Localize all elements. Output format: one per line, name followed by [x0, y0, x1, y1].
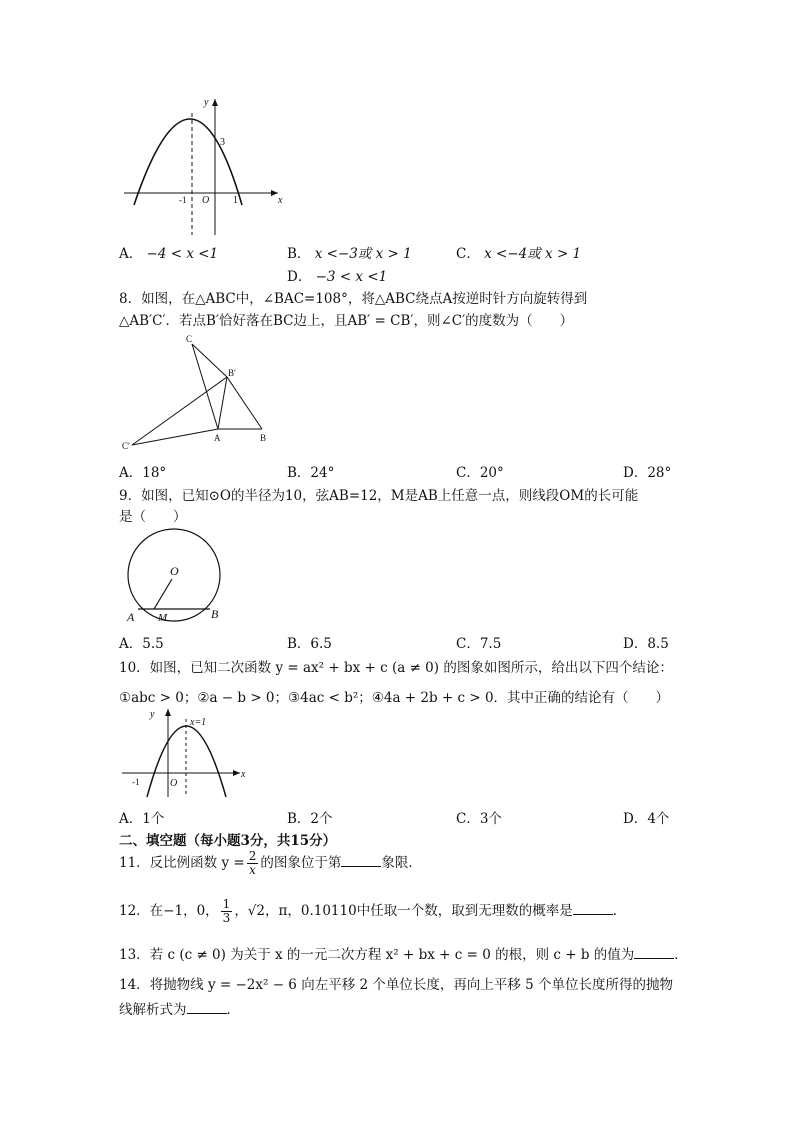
label-C: C [186, 334, 193, 344]
label-B: B [260, 433, 267, 443]
q9-stem-line1: 9．如图，已知⊙O的半径为10，弦AB=12，M是AB上任意一点，则线段OM的长可能 [119, 488, 639, 504]
label-A: A [214, 433, 221, 443]
q10-option-d[interactable]: D．4个 [623, 811, 670, 827]
q11-fraction: $\frac{2}{x}$ [248, 849, 257, 877]
y-label: y [204, 97, 209, 108]
q10-option-a[interactable]: A．1个 [119, 811, 165, 827]
segment-OM [154, 579, 172, 609]
q11-answer-blank[interactable] [341, 854, 381, 867]
segment-A-Bprime [218, 377, 227, 429]
q10-option-b[interactable]: B．2个 [287, 811, 333, 827]
q8-triangle-figure [120, 332, 280, 451]
q7-option-d[interactable]: D． −3 < x <1 [287, 269, 388, 285]
x-equals-1-label: x=1 [190, 717, 207, 728]
y-label: y [150, 709, 155, 720]
q9-circle-figure [122, 526, 232, 626]
label-B: B [211, 607, 219, 621]
q10-option-c[interactable]: C．3个 [456, 811, 502, 827]
q9-option-a[interactable]: A．5.5 [119, 636, 164, 652]
section-title-fill-in: 二、填空题（每小题3分，共15分） [119, 833, 337, 849]
segment-Cprime-A [132, 429, 218, 445]
q7-parabola-graph [118, 95, 288, 245]
label-origin: O [170, 778, 178, 789]
q8-option-a[interactable]: A．18° [119, 465, 167, 481]
q9-option-c[interactable]: C．7.5 [456, 636, 502, 652]
y-axis-arrow [165, 709, 171, 716]
x-axis-arrow [271, 190, 278, 196]
x-label: x [241, 769, 246, 780]
label-neg1: -1 [179, 195, 187, 205]
q7-option-c[interactable]: C． x <−4或 x > 1 [456, 246, 582, 262]
x-axis-arrow [233, 770, 240, 776]
label-1: 1 [233, 195, 238, 206]
label-O: O [170, 564, 179, 578]
parabola-curve [134, 119, 242, 205]
q9-option-d[interactable]: D．8.5 [623, 636, 669, 652]
q14-stem-line2: 线解析式为 ． [119, 1002, 240, 1018]
q14-answer-blank[interactable] [187, 1001, 227, 1014]
q14-stem-line1: 14．将抛物线 y = −2x² − 6 向左平移 2 个单位长度，再向上平移 5 个单位长度所得的抛物 [119, 977, 674, 993]
label-M: M [158, 612, 168, 624]
x-label: x [278, 195, 283, 206]
label-Cprime: C′ [122, 441, 130, 451]
q8-stem-line1: 8．如图，在△ABC中，∠BAC=108°，将△ABC绕点A按逆时针方向旋转得到 [119, 291, 588, 307]
q10-parabola-graph [118, 705, 258, 800]
q8-option-d[interactable]: D．28° [623, 465, 672, 481]
q11-stem: 11．反比例函数 y = $\frac{2}{x}$ 的图象位于第 象限． [119, 849, 422, 877]
label-neg1: -1 [132, 777, 140, 787]
q9-stem-line2: 是（ ） [119, 509, 187, 525]
q8-stem-line2: △AB′C′．若点B′恰好落在BC边上，且AB′ = CB′，则∠C′的度数为（ ） [119, 313, 574, 329]
q13-stem: 13．若 c (c ≠ 0) 为关于 x 的一元二次方程 x² + bx + c = 0 的根，则 c + b 的值为 ． [119, 947, 688, 963]
q8-option-c[interactable]: C．20° [456, 465, 504, 481]
label-Bprime: B′ [228, 368, 236, 378]
label-A: A [127, 610, 135, 624]
q10-stem-line1: 10．如图，已知二次函数 y = ax² + bx + c (a ≠ 0) 的图象如图所示，给出以下四个结论： [119, 660, 673, 676]
q7-option-b[interactable]: B． x <−3或 x > 1 [287, 246, 412, 262]
label-origin: O [202, 195, 210, 206]
q10-stem-line2: ①abc > 0；②a − b > 0；③4ac < b²；④4a + 2b + c > 0．其中正确的结论有（ ） [119, 690, 670, 706]
y-axis-arrow [212, 99, 218, 106]
q12-stem: 12．在−1，0， $\frac{1}{3}$ ，√2，π，0.10110中任取一个数，取到无理数的概率是 ． [119, 897, 627, 925]
q12-fraction: $\frac{1}{3}$ [222, 897, 231, 925]
q13-answer-blank[interactable] [634, 946, 674, 959]
segment-Bprime-B [227, 377, 262, 429]
q9-option-b[interactable]: B．6.5 [287, 636, 332, 652]
q7-option-a[interactable]: A． −4 < x <1 [119, 246, 219, 262]
q8-option-b[interactable]: B．24° [287, 465, 335, 481]
label-3: 3 [220, 137, 225, 148]
q12-answer-blank[interactable] [573, 902, 613, 915]
